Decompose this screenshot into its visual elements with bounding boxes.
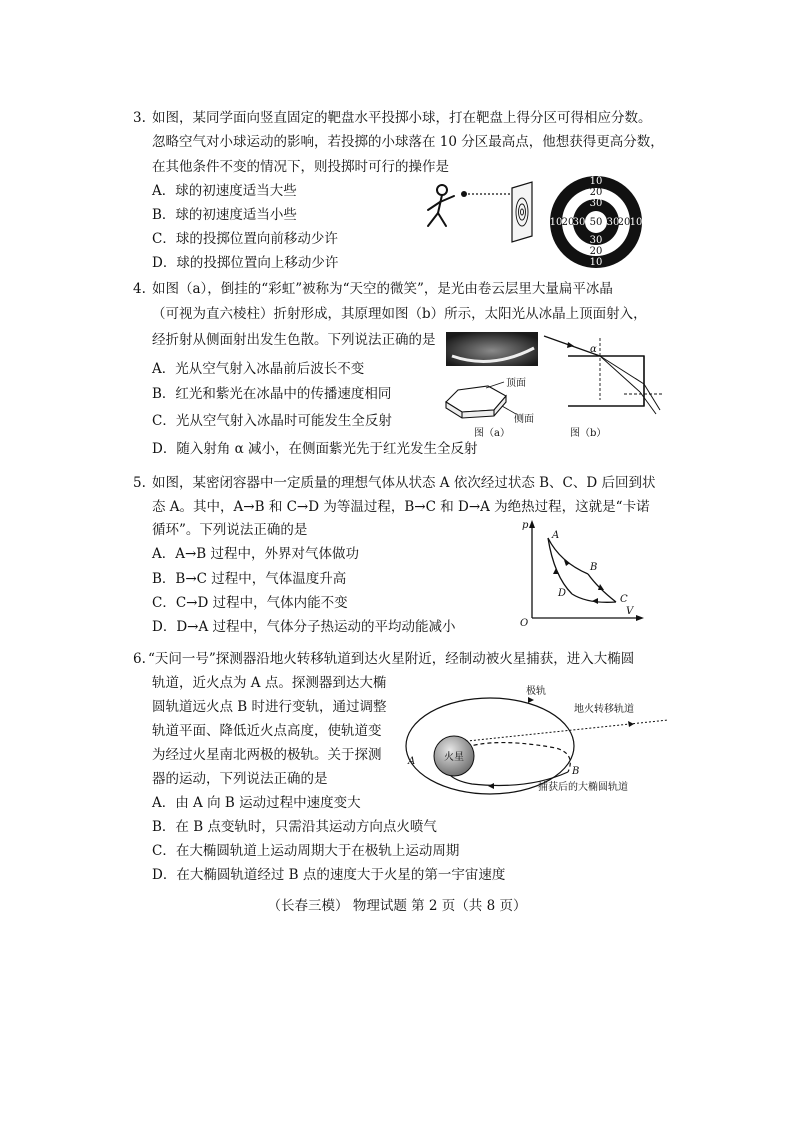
question-4-stem-line-3: 经折射从侧面射出发生色散。下列说法正确的是	[152, 332, 436, 348]
mars-label: 火星	[444, 752, 464, 763]
question-3-option-d: D．球的投掷位置向上移动少许	[152, 255, 339, 271]
question-3-number: 3.	[133, 110, 146, 126]
question-6-stem-line-5: 为经过火星南北两极的极轨。关于探测	[152, 747, 382, 763]
question-6-stem-line-1: “天问一号”探测器沿地火转移轨道到达火星附近，经制动被火星捕获，进入大椭圆	[148, 651, 635, 667]
point-c-label: C	[620, 594, 628, 605]
question-3-stem-line-1: 如图，某同学面向竖直固定的靶盘水平投掷小球，打在靶盘上得分区可得相应分数。	[152, 110, 652, 126]
origin-label: O	[520, 618, 529, 629]
dartboard-figure	[548, 174, 644, 270]
question-3-option-c: C．球的投掷位置向前移动少许	[152, 231, 338, 247]
question-4-figure-a	[444, 330, 544, 440]
page-footer: （长春三模） 物理试题 第 2 页（共 8 页）	[267, 898, 527, 914]
question-4-option-b: B．红光和紫光在冰晶中的传播速度相同	[152, 386, 392, 402]
label-top-face: 顶面	[506, 378, 526, 389]
point-d-label: D	[558, 588, 567, 599]
question-5-stem-line-1: 如图，某密闭容器中一定质量的理想气体从状态 A 依次经过状态 B、C、D 后回到状	[152, 475, 656, 491]
question-4-option-d: D．随入射角 α 减小，在侧面紫光先于红光发生全反射	[152, 441, 478, 457]
axis-v-label: V	[626, 606, 634, 617]
question-5-option-b: B．B→C 过程中，气体温度升高	[152, 571, 347, 587]
question-5-stem-line-2: 态 A。其中，A→B 和 C→D 为等温过程，B→C 和 D→A 为绝热过程，这就是“卡诺	[152, 499, 650, 515]
target-score-10-top: 10	[589, 176, 603, 187]
captured-orbit-label: 捕获后的大椭圆轨道	[538, 782, 628, 793]
question-6-stem-line-3: 圆轨道远火点 B 时进行变轨，通过调整	[152, 699, 387, 715]
question-6-option-c: C．在大椭圆轨道上运动周期大于在极轨上运动周期	[152, 843, 460, 859]
angle-alpha-label: α	[590, 344, 597, 355]
question-6-option-b: B．在 B 点变轨时，只需沿其运动方向点火喷气	[152, 819, 437, 835]
hexagonal-ice-crystal	[446, 386, 506, 418]
question-3-option-a: A．球的初速度适当大些	[152, 183, 297, 199]
question-3-thrower-figure	[420, 180, 540, 260]
transfer-orbit-label: 地火转移轨道	[574, 704, 634, 715]
caption-figure-a: 图（a）	[474, 428, 510, 439]
question-6-option-d: D．在大椭圆轨道经过 B 点的速度大于火星的第一宇宙速度	[152, 867, 506, 883]
question-3-option-b: B．球的初速度适当小些	[152, 207, 297, 223]
point-a-label: A	[552, 530, 560, 541]
target-score-10-left: 10	[549, 217, 563, 228]
mars-orbit-figure	[378, 682, 678, 802]
question-5-option-d: D．D→A 过程中，气体分子热运动的平均动能减小	[152, 619, 456, 635]
question-4-stem-line-2: （可视为直六棱柱）折射形成，其原理如图（b）所示，太阳光从冰晶上顶面射入，	[152, 306, 647, 322]
target-score-30-top: 30	[589, 198, 603, 209]
question-4-option-a: A．光从空气射入冰晶前后波长不变	[152, 361, 365, 377]
pv-diagram	[518, 518, 648, 630]
target-score-10-right: 10	[629, 217, 643, 228]
question-5-stem-line-3: 循环”。下列说法正确的是	[152, 522, 308, 538]
question-6-option-a: A．由 A 向 B 运动过程中速度变大	[152, 795, 361, 811]
target-score-50: 50	[589, 217, 603, 228]
target-score-20-left: 20	[561, 217, 575, 228]
question-3-stem-line-3: 在其他条件不变的情况下，则投掷时可行的操作是	[152, 159, 449, 175]
point-b-label: B	[590, 562, 598, 573]
axis-p-label: p	[522, 520, 529, 531]
target-score-30-left: 30	[572, 217, 586, 228]
question-4-number: 4.	[133, 281, 146, 297]
question-3-stem-line-2: 忽略空气对小球运动的影响，若投掷的小球落在 10 分区最高点，他想获得更高分数，	[152, 134, 664, 150]
question-5-option-a: A．A→B 过程中，外界对气体做功	[152, 546, 360, 562]
question-6-number: 6.	[133, 651, 146, 667]
question-4-stem-line-1: 如图（a），倒挂的“彩虹”被称为“天空的微笑”，是光由卷云层里大量扁平冰晶	[152, 281, 613, 297]
polar-orbit-label: 极轨	[526, 686, 546, 697]
caption-figure-b: 图（b）	[570, 428, 607, 439]
target-score-30-bottom: 30	[589, 235, 603, 246]
question-5-option-c: C．C→D 过程中，气体内能不变	[152, 595, 348, 611]
question-5-number: 5.	[133, 475, 146, 491]
question-6-stem-line-4: 轨道平面、降低近火点高度，使轨道变	[152, 723, 382, 739]
point-b-mars-label: B	[572, 766, 580, 777]
point-a-mars-label: A	[408, 756, 416, 767]
target-score-10-bottom: 10	[589, 257, 603, 268]
target-score-30-right: 30	[606, 217, 620, 228]
target-score-20-right: 20	[617, 217, 631, 228]
target-score-20-bottom: 20	[589, 246, 603, 257]
target-score-20-top: 20	[589, 187, 603, 198]
question-6-stem-line-2: 轨道，近火点为 A 点。探测器到达大椭	[152, 675, 387, 691]
question-4-figure-b	[540, 330, 670, 440]
transfer-orbit	[458, 720, 668, 742]
question-4-option-c: C．光从空气射入冰晶时可能发生全反射	[152, 413, 392, 429]
label-side-face: 侧面	[514, 414, 534, 425]
question-6-stem-line-6: 器的运动，下列说法正确的是	[152, 771, 328, 787]
